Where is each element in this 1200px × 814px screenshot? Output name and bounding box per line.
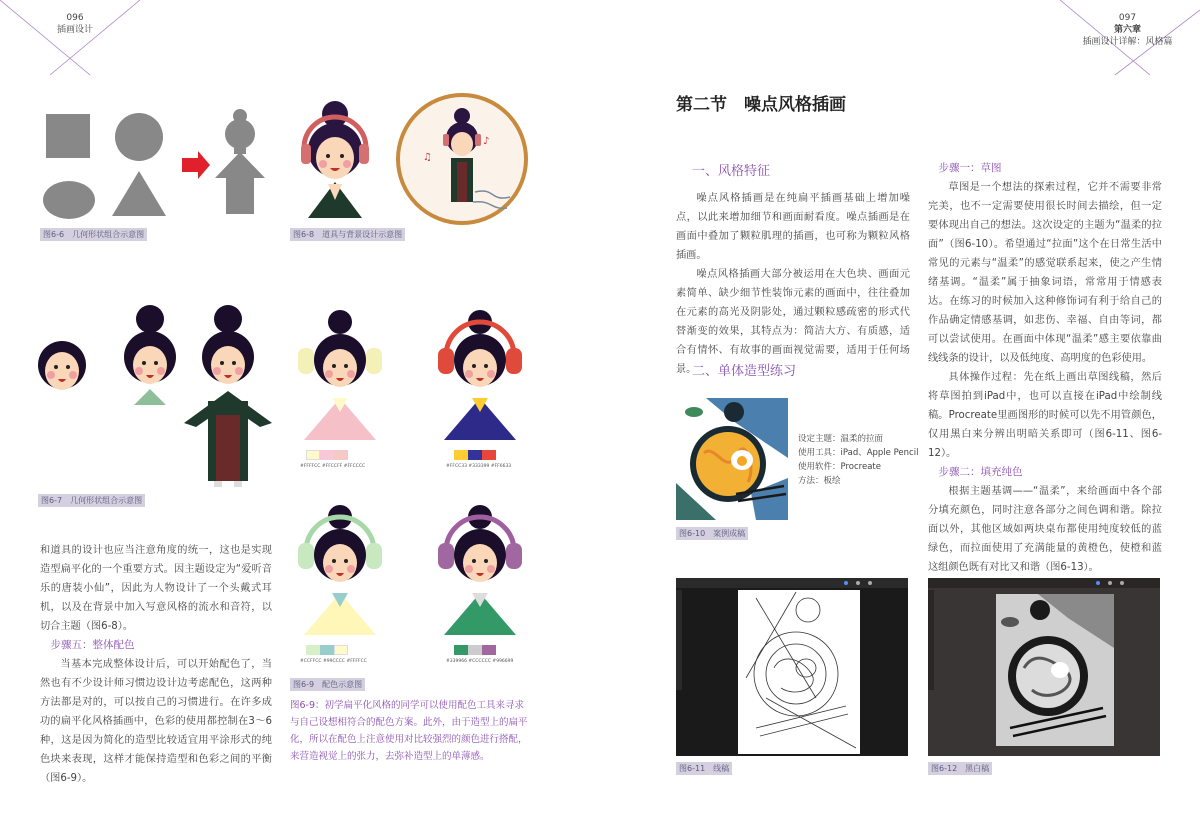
page-number: 097 xyxy=(1118,13,1137,23)
swatch-c xyxy=(306,645,348,655)
tip-note: 图6-9：初学扁平化风格的同学可以使用配色工具来寻求与自己设想相符合的配色方案。此外，由于造型上的扁平化，所以在配色上注意使用对比较强烈的颜色进行搭配，来营造视觉上的张力，去弥补造型上的单薄感。 xyxy=(290,700,528,762)
section-title: 第二节 噪点风格插画 xyxy=(676,95,846,115)
step-heading: 步骤一：草图 xyxy=(938,162,1002,174)
info-method: 方法：板绘 xyxy=(798,476,841,486)
caption-fig6-12: 图6-12 黑白稿 xyxy=(928,762,992,775)
figure-headphone-girl xyxy=(290,100,385,220)
swatch-chip xyxy=(334,645,348,655)
figure-character-build xyxy=(38,305,288,490)
paragraph: 根据主题基调——“温柔”，来给画面中各个部分填充颜色，同时注意各部分之间色调和谐。除拉面以外，其他区域如两块桌布都使用纯度较低的蓝绿色，而拉面使用了充满能量的黄橙色，使橙和蓝这组颜色既有对比又和谐（图6-13）。 xyxy=(928,486,1162,573)
paragraph: 草图是一个想法的探索过程，它并不需要非常完美，也不一定需要使用很长时间去描绘，但一定要体现出自己的想法。这次设定的主题为“温柔的拉面”（图6-10）。希望通过“拉面”这个在日常生活中常见的元素与“温柔”的感觉联系起来，使之产生情绪基调。“温柔”属于抽象词语，常常用于情感表达。在练习的时候加入这种修饰词有利于给自己的作品确定情感基调，如悲伤、幸福、自由等词，都可以尝试使用。在画面中体现“温柔”感主要依靠曲线线条的设计，以及低纯度、高明度的色彩使用。 xyxy=(928,182,1162,364)
swatch-a-label: #FFFFCC #FFCCFF #FFCCCC xyxy=(300,464,366,469)
color-variant-c xyxy=(290,505,390,645)
paragraph: 当基本完成整体设计后，可以开始配色了，当然也有不少设计师习惯边设计边考虑配色，这两种方法都是对的，可以按自己的习惯进行。在许多成功的扁平化风格插画中，色彩的使用都控制在3～6种，这是因为简化的造型比较适宜用平涂形式的纯色块来表现，这样才能保持造型和色彩之间的平衡（图6-9）。 xyxy=(40,659,272,784)
info-theme: 设定主题：温柔的拉面 xyxy=(798,434,884,444)
info-tools: 使用工具：iPad、Apple Pencil xyxy=(798,448,919,458)
chapter-label: 第六章 xyxy=(1113,25,1141,35)
full-body-step xyxy=(184,305,272,487)
head-step xyxy=(38,341,86,390)
right-page-header xyxy=(1080,12,1175,48)
step-heading: 步骤二：填充纯色 xyxy=(938,466,1023,478)
swatch-chip xyxy=(306,450,320,460)
figure-line-sketch xyxy=(676,578,908,756)
figure-geometric-shapes xyxy=(40,108,275,220)
color-variant-b xyxy=(430,310,530,450)
style-features-text xyxy=(676,189,910,379)
swatch-chip xyxy=(454,645,468,655)
project-info xyxy=(798,432,918,488)
caption-fig6-10: 图6-10 案例成稿 xyxy=(676,527,748,540)
paragraph: 和道具的设计也应当注意角度的统一，这也是实现造型扁平化的一个重要方式。因主题设定为“爱听音乐的唐装小仙”，因此为人物设计了一个头戴式耳机，以及在背景中加入写意风格的流水和音符，以切合主题（图6-8）。 xyxy=(40,545,272,632)
bust-step xyxy=(124,305,176,405)
running-title: 插画设计 xyxy=(56,25,93,35)
swatch-a xyxy=(306,450,348,460)
arrow-icon xyxy=(182,151,210,179)
left-page-header xyxy=(50,12,100,36)
left-body-text xyxy=(40,541,272,788)
swatch-d xyxy=(454,645,496,655)
page-number: 096 xyxy=(66,13,84,23)
paragraph: 噪点风格插画大部分被运用在大色块、画面元素简单、缺少细节性装饰元素的画面中，往往叠加在元素的高光及阴影处，通过颗粒感疏密的形式代替渐变的效果，其特点为：简洁大方、有质感，适合有情怀、有故事的画面视觉需要，适用于任何场景。 xyxy=(676,269,910,375)
step-heading: 步骤五：整体配色 xyxy=(50,639,135,651)
swatch-chip xyxy=(320,450,334,460)
swatch-chip xyxy=(334,450,348,460)
caption-fig6-7: 图6-7 几何形状组合示意图 xyxy=(38,494,145,507)
caption-fig6-9: 图6-9 配色示意图 xyxy=(290,678,365,691)
subsection-heading: 二、单体造型练习 xyxy=(692,364,797,379)
swatch-chip xyxy=(468,450,482,460)
swatch-chip xyxy=(306,645,320,655)
svg-text:♪: ♪ xyxy=(483,136,490,147)
circle-shape xyxy=(115,113,163,161)
paragraph: 噪点风格插画是在纯扁平插画基础上增加噪点，以此来增加细节和画面耐看度。噪点插画是在画面中叠加了颗粒肌理的插画，也可称为颗粒风格插画。 xyxy=(676,193,910,261)
silhouette-figure xyxy=(215,109,265,214)
swatch-b xyxy=(454,450,496,460)
info-software: 使用软件：Procreate xyxy=(798,462,881,472)
swatch-d-label: #339966 #CCCCCC #996699 xyxy=(446,659,514,664)
swatch-b-label: #FFCC33 #333399 #FF6633 xyxy=(446,464,512,469)
caption-fig6-8: 图6-8 道具与背景设计示意图 xyxy=(290,228,405,241)
swatch-chip xyxy=(482,645,496,655)
figure-ramen-final xyxy=(676,398,788,520)
swatch-chip xyxy=(320,645,334,655)
figure-background-scene xyxy=(395,92,530,227)
running-subtitle: 插画设计详解：风格篇 xyxy=(1082,37,1173,47)
right-column-text xyxy=(928,159,1162,577)
svg-text:♫: ♫ xyxy=(423,152,432,163)
subsection-heading: 一、风格特征 xyxy=(692,164,771,179)
swatch-chip xyxy=(482,450,496,460)
swatch-c-label: #CCFFCC #99CCCC #FFFFCC xyxy=(300,659,367,664)
triangle-shape xyxy=(112,171,166,216)
swatch-chip xyxy=(468,645,482,655)
swatch-chip xyxy=(454,450,468,460)
color-variant-a xyxy=(290,310,390,450)
ellipse-shape xyxy=(43,181,95,219)
square-shape xyxy=(46,114,90,158)
color-variant-d xyxy=(430,505,530,645)
caption-fig6-6: 图6-6 几何形状组合示意图 xyxy=(40,228,147,241)
caption-fig6-11: 图6-11 线稿 xyxy=(676,762,732,775)
figure-grayscale-sketch xyxy=(928,578,1160,756)
paragraph: 具体操作过程：先在纸上画出草图线稿，然后将草图拍到iPad中，也可以直接在iPad中绘制线稿。Procreate里画图形的时候可以先不用管颜色，仅用黑白来分辨出明暗关系即可（图6-11、图6-12）。 xyxy=(928,372,1162,459)
